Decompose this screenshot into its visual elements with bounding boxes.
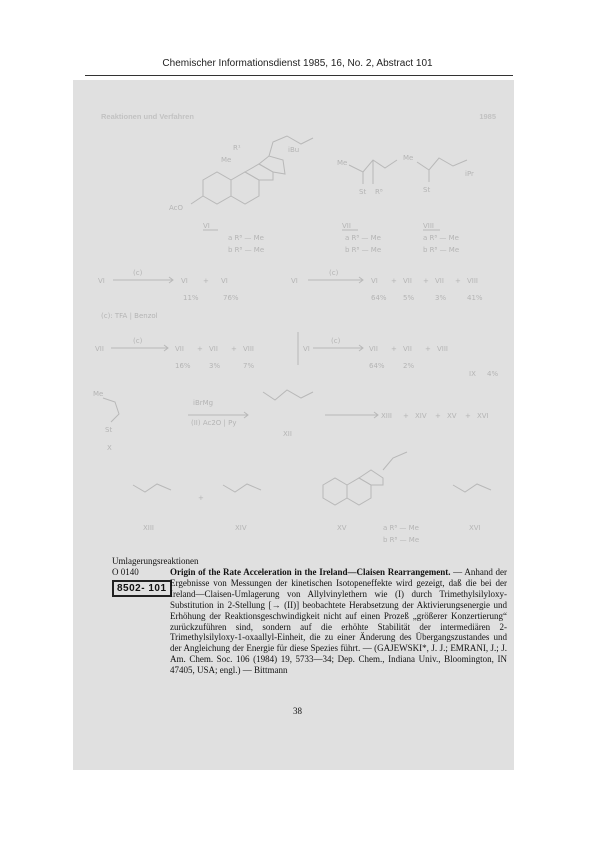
compound-label: VII <box>369 345 378 353</box>
compound-label: VII <box>95 345 104 353</box>
compound-label: VI <box>98 277 105 285</box>
scheme-label: AcO <box>169 204 184 212</box>
ratio-label: b R⁸ — Me <box>423 246 460 254</box>
compound-label: XII <box>283 430 292 438</box>
reagent-label: iBrMg <box>193 399 214 407</box>
compound-label: VI <box>221 277 228 285</box>
scheme-label: St <box>105 426 113 434</box>
percent-label: 5% <box>403 294 415 302</box>
compound-label: VI <box>203 222 210 230</box>
compound-label: VII <box>175 345 184 353</box>
scheme-label: Me <box>93 390 104 398</box>
plus-sign: + <box>203 277 209 285</box>
percent-label: 2% <box>403 362 415 370</box>
compound-label: VI <box>291 277 298 285</box>
page-number: 38 <box>293 706 302 716</box>
compound-label: VII <box>403 277 412 285</box>
compound-label: VII <box>209 345 218 353</box>
compound-label: XVI <box>477 412 489 420</box>
plus-sign: + <box>465 412 471 420</box>
scheme-label: St <box>423 186 431 194</box>
ratio-label: b R⁸ — Me <box>228 246 265 254</box>
compound-label: XIII <box>381 412 392 420</box>
abstract-text: — Anhand der Ergebnisse von Messungen der kinetischen Isotopeneffekte wird gezeigt, daß die bei der Ireland—Claisen-Umlagerung von Allylvinylethern wie (I) durch Trimethylsilyloxy-Substitution in 2-Stellung [→ (II)] beobachtete Herabsetzung der Aktivierungsenergie und Erhöhung der Reaktionsgeschwindigkeit nicht auf einen Prozeß „größerer Konzertierung“ zurückzuführen sind, sondern auf die erhöhte Stabilität der intermediären 2-Trimethylsilyloxy-1-oxaallyl-Einheit, die zu einer Änderung des Übergangszustandes und der Angleichung der Energie für diese Spezies führt. — (GAJEWSKI*, J. J.; EMRANI, J.; J. Am. Chem. Soc. 106 (1984) 19, 5733—34; Dep. Chem., Indiana Univ., Bloomington, IN 47405, USA; engl.) — Bittmann <box>170 567 507 676</box>
condition-text: (c): TFA | Benzol <box>101 312 158 320</box>
abstract-code: O 0140 <box>112 567 139 577</box>
compound-label: XVI <box>469 524 481 532</box>
ratio-label: a R⁸ — Me <box>383 524 419 532</box>
plus-sign: + <box>391 345 397 353</box>
ratio-label: a R⁸ — Me <box>345 234 381 242</box>
scheme-label: Me <box>337 159 348 167</box>
condition-label: (c) <box>329 269 339 277</box>
ratio-label: a R⁸ — Me <box>228 234 264 242</box>
reaction-scheme-drawing <box>73 80 514 550</box>
percent-label: 7% <box>243 362 255 370</box>
compound-label: XV <box>337 524 347 532</box>
percent-label: 11% <box>183 294 199 302</box>
condition-label: (c) <box>331 337 341 345</box>
compound-label: VII <box>342 222 351 230</box>
ratio-label: a R⁸ — Me <box>423 234 459 242</box>
condition-label: (c) <box>133 269 143 277</box>
abstract-title: Origin of the Rate Acceleration in the Ireland—Claisen Rearrangement. <box>170 567 451 577</box>
plus-sign: + <box>435 412 441 420</box>
ratio-label: b R⁸ — Me <box>345 246 382 254</box>
compound-label: XIV <box>415 412 427 420</box>
header-rule <box>85 75 513 76</box>
scan-section-label: Reaktionen und Verfahren <box>101 112 194 121</box>
plus-sign: + <box>391 277 397 285</box>
scan-year-label: 1985 <box>479 112 496 121</box>
scheme-label: R⁸ <box>375 188 383 196</box>
percent-label: 16% <box>175 362 191 370</box>
scheme-label: Me <box>221 156 232 164</box>
percent-label: 64% <box>371 294 387 302</box>
plus-sign: + <box>198 494 204 502</box>
percent-label: 3% <box>435 294 447 302</box>
percent-label: 76% <box>223 294 239 302</box>
compound-label: VII <box>403 345 412 353</box>
compound-label: VIII <box>437 345 448 353</box>
compound-label: VIII <box>243 345 254 353</box>
percent-label: 41% <box>467 294 483 302</box>
compound-label: XV <box>447 412 457 420</box>
condition-label: (c) <box>133 337 143 345</box>
plus-sign: + <box>455 277 461 285</box>
compound-label: VIII <box>423 222 434 230</box>
scheme-label: iBu <box>288 146 300 154</box>
scheme-label: iPr <box>465 170 474 178</box>
percent-label: 64% <box>369 362 385 370</box>
abstract-number-stamp: 8502- 101 <box>112 580 172 597</box>
compound-label: VII <box>435 277 444 285</box>
compound-label: VI <box>371 277 378 285</box>
plus-sign: + <box>423 277 429 285</box>
compound-label: X <box>107 444 112 452</box>
abstract-section-heading: Umlagerungsreaktionen <box>112 556 199 566</box>
scheme-label: St <box>359 188 367 196</box>
compound-label: XIII <box>143 524 154 532</box>
plus-sign: + <box>231 345 237 353</box>
percent-label: 4% <box>487 370 499 378</box>
plus-sign: + <box>197 345 203 353</box>
plus-sign: + <box>425 345 431 353</box>
compound-label: IX <box>469 370 476 378</box>
plus-sign: + <box>403 412 409 420</box>
percent-label: 3% <box>209 362 221 370</box>
ratio-label: b R⁸ — Me <box>383 536 420 544</box>
journal-citation-header: Chemischer Informationsdienst 1985, 16, No. 2, Abstract 101 <box>162 58 433 69</box>
compound-label: VI <box>303 345 310 353</box>
compound-label: VI <box>181 277 188 285</box>
scheme-label: Me <box>403 154 414 162</box>
compound-label: VIII <box>467 277 478 285</box>
scheme-label: R¹ <box>233 144 241 152</box>
compound-label: XIV <box>235 524 247 532</box>
reagent-label: (II) Ac2O | Py <box>191 419 237 427</box>
abstract-body <box>170 567 507 676</box>
